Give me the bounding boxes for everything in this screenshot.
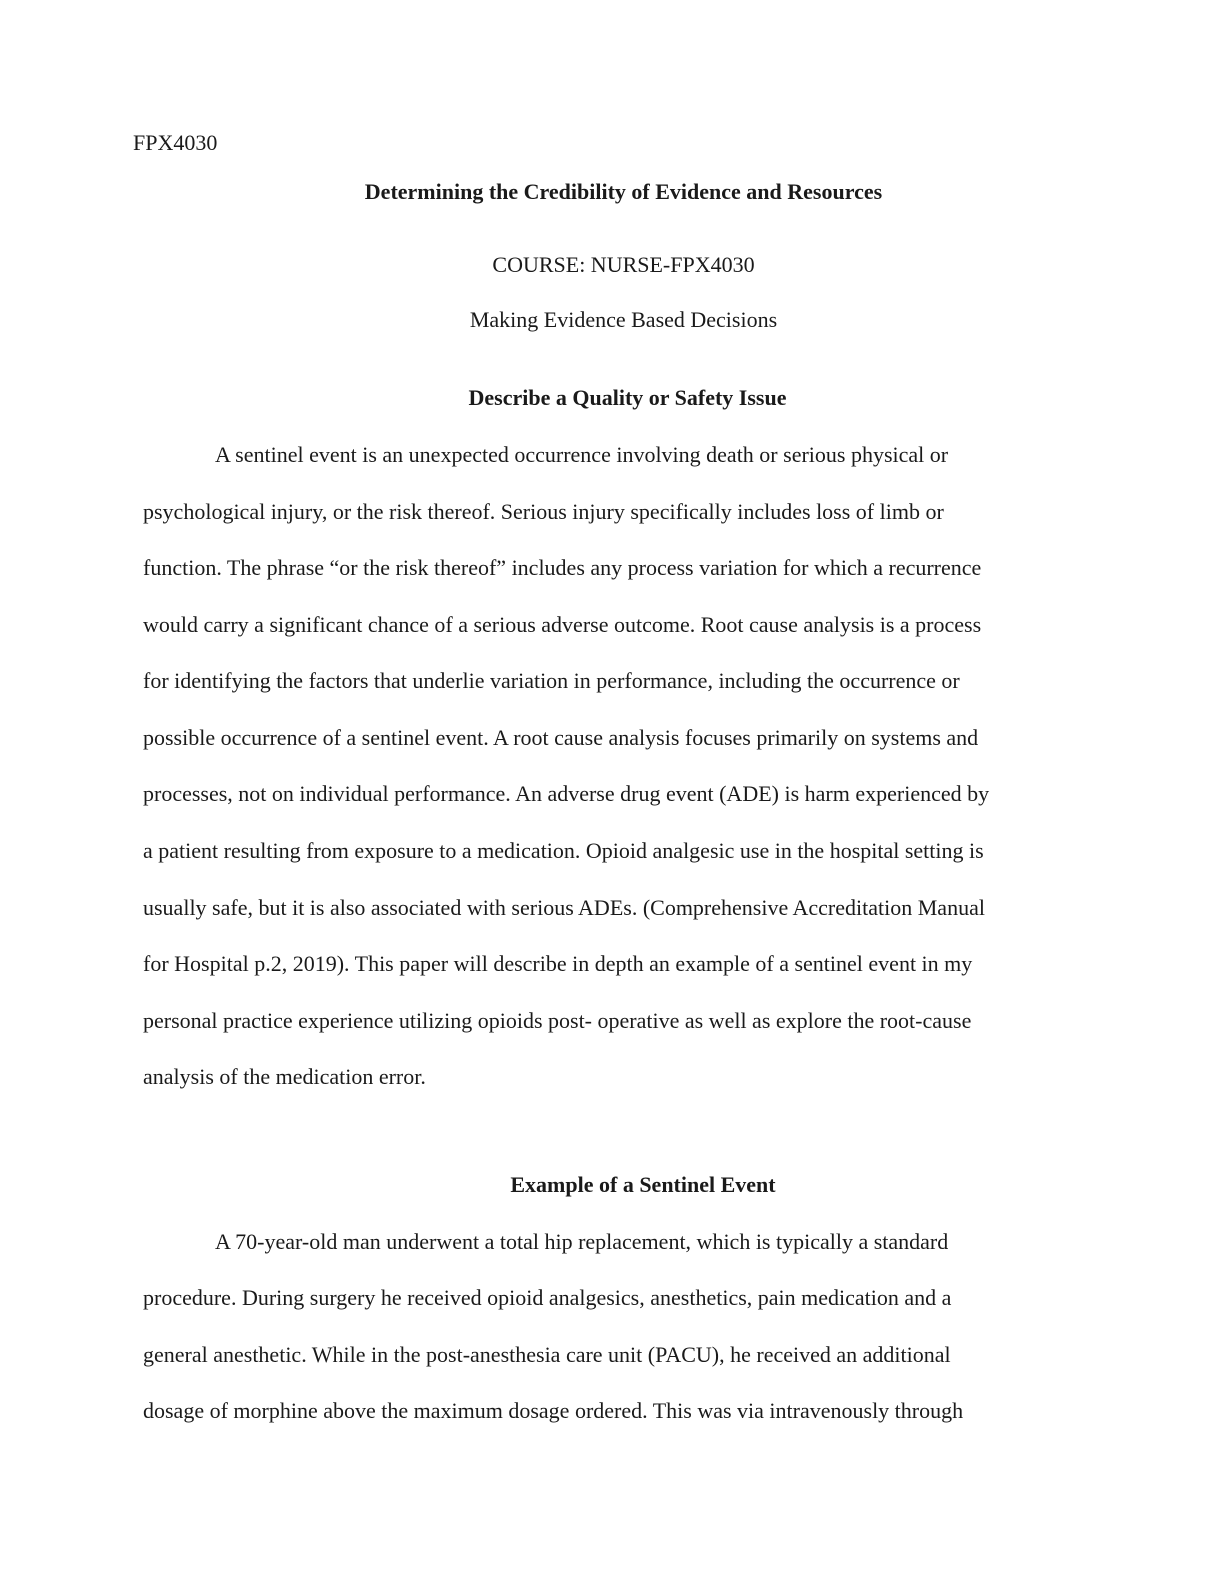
paragraph-line: would carry a significant chance of a serious adverse outcome. Root cause analysis is a process [143, 612, 982, 637]
paragraph-line: A 70-year-old man underwent a total hip replacement, which is typically a standard [215, 1229, 949, 1254]
subject-line: Making Evidence Based Decisions [469, 307, 778, 332]
paragraph-line: personal practice experience utilizing opioids post- operative as well as explore the root-cause [143, 1008, 972, 1033]
paragraph-line: analysis of the medication error. [143, 1064, 426, 1089]
document-title: Determining the Credibility of Evidence and Resources [364, 179, 883, 204]
paragraph-line: possible occurrence of a sentinel event. A root cause analysis focuses primarily on systems and [143, 725, 979, 750]
paragraph-line: procedure. During surgery he received opioid analgesics, anesthetics, pain medication and a [143, 1285, 952, 1310]
paragraph-line: A sentinel event is an unexpected occurrence involving death or serious physical or [215, 442, 949, 467]
paragraph-line: usually safe, but it is also associated with serious ADEs. (Comprehensive Accreditation Manual [143, 895, 985, 920]
paragraph-line: psychological injury, or the risk thereof. Serious injury specifically includes loss of limb or [143, 499, 944, 524]
course-line: COURSE: NURSE-FPX4030 [492, 252, 755, 277]
paragraph-line: processes, not on individual performance. An adverse drug event (ADE) is harm experienced by [143, 781, 990, 806]
paragraph-line: for identifying the factors that underlie variation in performance, including the occurrence or [143, 668, 960, 693]
paragraph-line: dosage of morphine above the maximum dosage ordered. This was via intravenously through [143, 1398, 964, 1423]
section-heading-quality-safety: Describe a Quality or Safety Issue [468, 385, 787, 410]
paragraph-line: function. The phrase “or the risk thereof” includes any process variation for which a recurrence [143, 555, 982, 580]
paragraph-line: general anesthetic. While in the post-anesthesia care unit (PACU), he received an additional [143, 1342, 951, 1367]
section-heading-sentinel-example: Example of a Sentinel Event [510, 1172, 776, 1197]
paragraph-line: for Hospital p.2, 2019). This paper will describe in depth an example of a sentinel event in my [143, 951, 973, 976]
course-code: FPX4030 [133, 130, 218, 155]
paragraph-line: a patient resulting from exposure to a medication. Opioid analgesic use in the hospital setting is [143, 838, 984, 863]
